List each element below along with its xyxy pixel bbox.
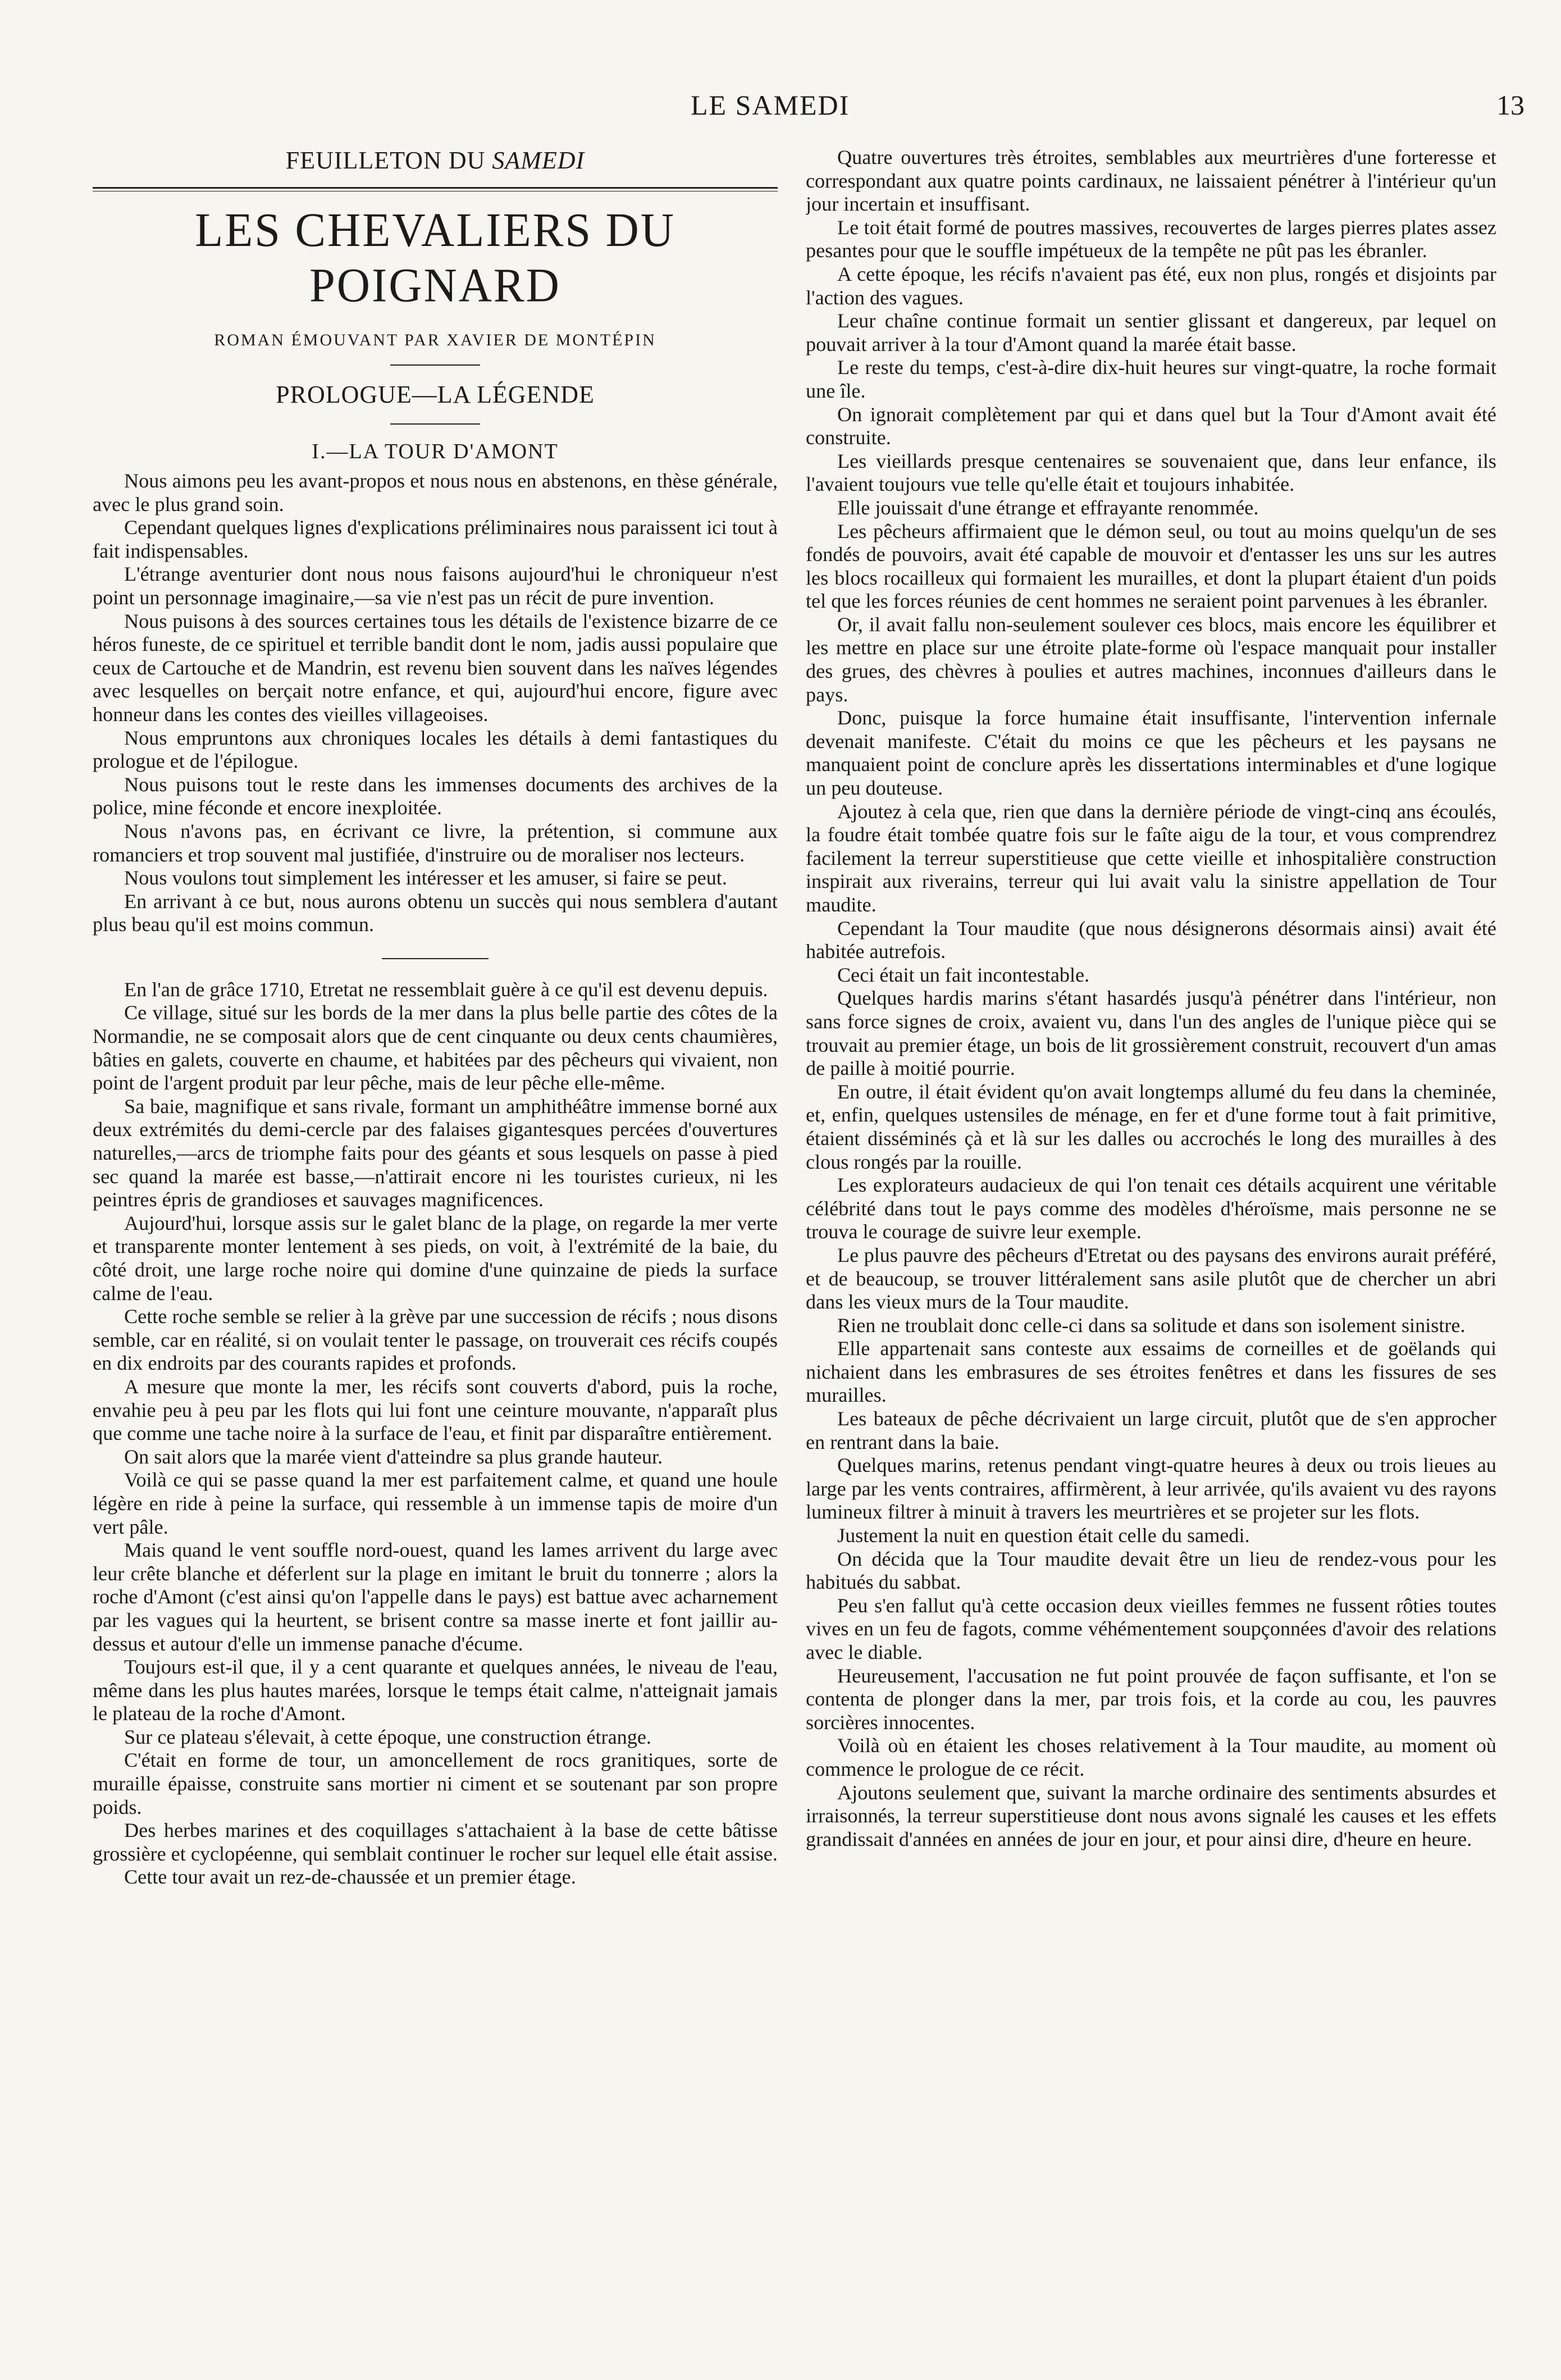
section-gap bbox=[93, 937, 778, 958]
page-number: 13 bbox=[1496, 89, 1525, 121]
paragraph: Or, il avait fallu non-seulement soulever ces blocs, mais encore les équilibrer et les mettre en place sur une étroite plate-forme où l'espace manquait pour installer des grues, des chèvres à poulies et autres machines, inconnues d'ailleurs dans le pays. bbox=[806, 613, 1496, 706]
paragraph: Aujourd'hui, lorsque assis sur le galet blanc de la plage, on regarde la mer verte et transparente monter lentement à ses pieds, on voit, à l'extrémité de la baie, du côté droit, une large roche noire qui domine d'une quinzaine de pieds la surface calme de l'eau. bbox=[93, 1211, 778, 1305]
paragraph: Cependant la Tour maudite (que nous désignerons désormais ainsi) avait été habitée autrefois. bbox=[806, 917, 1496, 963]
paragraph: Les pêcheurs affirmaient que le démon seul, ou tout au moins quelqu'un de ses fondés de pouvoirs, avait été capable de mouvoir et d'entasser les uns sur les autres les blocs rocailleux qui formaient les murailles, et dont la plupart étaient d'un poids tel que les forces réunies de cent hommes ne seraient point parvenues à les ébranler. bbox=[806, 519, 1496, 613]
paragraph: Les vieillards presque centenaires se souvenaient que, dans leur enfance, ils l'avaient toujours vue telle qu'elle était et toujours inhabitée. bbox=[806, 449, 1496, 496]
paragraph: Nous aimons peu les avant-propos et nous nous en abstenons, en thèse générale, avec le plus grand soin. bbox=[93, 469, 778, 516]
paragraph: Ce village, situé sur les bords de la mer dans la plus belle partie des côtes de la Normandie, ne se composait alors que de cent cinquante ou deux cents chaumières, bâties en galets, couverte en chaume, et habitées par des pêcheurs qui vivaient, non point de l'argent produit par leur pêche, mais de leur pêche elle-même. bbox=[93, 1001, 778, 1095]
subtitle-rule bbox=[390, 364, 480, 366]
section-rule bbox=[382, 958, 489, 959]
paragraph: Les bateaux de pêche décrivaient un large circuit, plutôt que de s'en approcher en rentrant dans la baie. bbox=[806, 1407, 1496, 1453]
paragraph: Le reste du temps, c'est-à-dire dix-huit heures sur vingt-quatre, la roche formait une île. bbox=[806, 356, 1496, 402]
right-column bbox=[806, 146, 1496, 2347]
paragraph: Ajoutez à cela que, rien que dans la dernière période de vingt-cinq ans écoulés, la foudre était tombée quatre fois sur le faîte aigu de la tour, et vous comprendrez facilement la terreur superstitieuse que cette vieille et inhospitalière construction inspirait aux riverains, terreur qui lui avait valu la sinistre appellation de Tour maudite. bbox=[806, 800, 1496, 916]
page-header bbox=[0, 89, 1561, 134]
paragraph: Les explorateurs audacieux de qui l'on tenait ces détails acquirent une véritable célébrité dans tout le pays comme des modèles d'héroïsme, mais personne ne se trouva le courage de suivre leur exemple. bbox=[806, 1174, 1496, 1243]
paragraph: Des herbes marines et des coquillages s'attachaient à la base de cette bâtisse grossière et cyclopéenne, qui semblait continuer le rocher sur lequel elle était assise. bbox=[93, 1819, 778, 1865]
paragraph: Voilà ce qui se passe quand la mer est parfaitement calme, et quand une houle légère en ride à peine la surface, qui ressemble à un immense tapis de moire d'un vert pâle. bbox=[93, 1469, 778, 1538]
paragraph: Donc, puisque la force humaine était insuffisante, l'intervention infernale devenait manifeste. C'était du moins ce que les pêcheurs et les paysans ne manquaient point de conclure après les dissertations interminables et d'une logique un peu douteuse. bbox=[806, 706, 1496, 800]
paragraph: Elle appartenait sans conteste aux essaims de corneilles et de goëlands qui nichaient dans les embrasures de ses étroites fenêtres et dans les fissures de ses murailles. bbox=[806, 1337, 1496, 1407]
feuilleton-label bbox=[93, 146, 778, 175]
paragraph: Peu s'en fallut qu'à cette occasion deux vieilles femmes ne fussent rôties toutes vives en un feu de fagots, comme véhémentement soupçonnées d'avoir des relations avec le diable. bbox=[806, 1594, 1496, 1663]
paragraph: On sait alors que la marée vient d'atteindre sa plus grande hauteur. bbox=[124, 1445, 663, 1468]
paragraph: Justement la nuit en question était celle du samedi. bbox=[837, 1524, 1250, 1547]
paragraph: A mesure que monte la mer, les récifs sont couverts d'abord, puis la roche, envahie peu à peu par les flots qui lui font une ceinture mouvante, n'apparaît plus que comme une tache noire à la surface de l'eau, et finit par disparaître entièrement. bbox=[93, 1375, 778, 1445]
paragraph: Cependant quelques lignes d'explications préliminaires nous paraissent ici tout à fait indispensables. bbox=[93, 516, 778, 562]
paragraph: Cette tour avait un rez-de-chaussée et un premier étage. bbox=[124, 1866, 576, 1889]
paragraph: C'était en forme de tour, un amoncellement de rocs granitiques, sorte de muraille épaisse, construite sans mortier ni ciment et se soutenant par son propre poids. bbox=[93, 1749, 778, 1818]
intro-text bbox=[93, 469, 778, 937]
prologue-heading: PROLOGUE—LA LÉGENDE bbox=[276, 381, 595, 408]
paragraph: Sur ce plateau s'élevait, à cette époque, une construction étrange. bbox=[124, 1725, 651, 1748]
paragraph: Le toit était formé de poutres massives, recouvertes de larges pierres plates assez pesantes pour que le souffle impétueux de la tempête ne pût pas les ébranler. bbox=[806, 216, 1496, 262]
paragraph: Quelques marins, retenus pendant vingt-quatre heures à deux ou trois lieues au large par les vents contraires, affirmèrent, à leur arrivée, qu'ils avaient vu des rayons lumineux filtrer à minuit à travers les meurtrières et se projeter sur les flots. bbox=[806, 1454, 1496, 1524]
chapter-heading: I.—LA TOUR D'AMONT bbox=[312, 440, 559, 463]
paragraph: Le plus pauvre des pêcheurs d'Etretat ou des paysans des environs aurait préféré, et de beaucoup, se trouver littéralement sans asile plutôt que de chercher un abri dans les vieux murs de la Tour maudite. bbox=[806, 1243, 1496, 1314]
paragraph: L'étrange aventurier dont nous nous faisons aujourd'hui le chroniqueur n'est point un personnage imaginaire,—sa vie n'est pas un récit de pure invention. bbox=[93, 563, 778, 609]
paragraph: On décida que la Tour maudite devait être un lieu de rendez-vous pour les habitués du sabbat. bbox=[806, 1547, 1496, 1594]
paragraph: En outre, il était évident qu'on avait longtemps allumé du feu dans la cheminée, et, enfin, quelques ustensiles de ménage, en fer et d'une forme tout à fait primitive, étaient disséminés çà et là sur les dalles ou accrochés le long des murailles à des clous rongés par la rouille. bbox=[806, 1080, 1496, 1173]
prologue-rule bbox=[390, 423, 480, 425]
paragraph: Sa baie, magnifique et sans rivale, formant un amphithéâtre immense borné aux deux extrémités du demi-cercle par des falaises gigantesques percées d'ouvertures naturelles,—arcs de triomphe faits pour des géants et sous lesquels on passe à pied sec quand la marée est basse,—n'attirait encore ni les touristes curieux, ni les peintres épris de grandioses et sauvages magnificences. bbox=[93, 1095, 778, 1211]
masthead: LE SAMEDI bbox=[691, 89, 850, 121]
paragraph: Voilà où en étaient les choses relativement à la Tour maudite, au moment où commence le prologue de ce récit. bbox=[806, 1734, 1496, 1780]
paragraph: Mais quand le vent souffle nord-ouest, quand les lames arrivent du large avec leur crête blanche et déferlent sur la plage en imitant le bruit du tonnerre ; alors la roche d'Amont (c'est ainsi qu'on l'appelle dans le pays) est battue avec acharnement par les vagues qui la heurtent, se brisent contre sa masse inerte et font jaillir au-dessus et autour d'elle un immense panache d'écume. bbox=[93, 1539, 778, 1655]
paragraph: Cette roche semble se relier à la grève par une succession de récifs ; nous disons semble, car en réalité, si on voulait tenter le passage, on trouverait ces récifs coupés en dix endroits par des courants rapides et profonds. bbox=[93, 1305, 778, 1375]
paragraph: Quelques hardis marins s'étant hasardés jusqu'à pénétrer dans l'intérieur, non sans force signes de croix, avaient vu, dans l'un des angles de l'unique pièce qui se trouvait au premier étage, un bois de lit grossièrement construit, recouvert d'un amas de paille à moitié pourrie. bbox=[806, 987, 1496, 1080]
paragraph: On ignorait complètement par qui et dans quel but la Tour d'Amont avait été construite. bbox=[806, 403, 1496, 449]
paragraph: A cette époque, les récifs n'avaient pas été, eux non plus, rongés et disjoints par l'action des vagues. bbox=[806, 262, 1496, 309]
paragraph: Ceci était un fait incontestable. bbox=[837, 963, 1090, 986]
paragraph: Nous empruntons aux chroniques locales les détails à demi fantastiques du prologue et de l'épilogue. bbox=[93, 726, 778, 773]
feuilleton-label-text: FEUILLETON DU bbox=[285, 147, 486, 174]
paragraph: En l'an de grâce 1710, Etretat ne ressemblait guère à ce qu'il est devenu depuis. bbox=[124, 978, 768, 1001]
left-column bbox=[93, 146, 778, 2347]
feuilleton-label-italic: SAMEDI bbox=[492, 147, 585, 174]
novel-title: LES CHEVALIERS DU POIGNARD bbox=[195, 203, 675, 312]
paragraph: Nous n'avons pas, en écrivant ce livre, la prétention, si commune aux romanciers et trop souvent mal justifiée, d'instruire ou de moraliser nos lecteurs. bbox=[93, 819, 778, 866]
paragraph: Nous puisons à des sources certaines tous les détails de l'existence bizarre de ce héros funeste, de ce spirituel et terrible bandit dont le nom, jadis aussi populaire que ceux de Cartouche et de Mandrin, est revenu bien souvent dans les naïves légendes avec lesquelles on berçait notre enfance, et qui, aujourd'hui encore, figure avec honneur dans les contes des vieilles villageoises. bbox=[93, 609, 778, 726]
paragraph: Ajoutons seulement que, suivant la marche ordinaire des sentiments absurdes et irraisonnés, la terreur superstitieuse dont nous avons signalé les causes et les effets grandissait d'années en années de jour en jour, et pour ainsi dire, d'heure en heure. bbox=[806, 1781, 1496, 1850]
title-rule bbox=[93, 187, 778, 192]
paragraph: En arrivant à ce but, nous aurons obtenu un succès qui nous semblera d'autant plus beau qu'il est moins commun. bbox=[93, 890, 778, 936]
paragraph: Heureusement, l'accusation ne fut point prouvée de façon suffisante, et l'on se contenta de plonger dans la mer, par trois fois, et la corde au cou, les pauvres sorcières innocentes. bbox=[806, 1664, 1496, 1734]
paragraph: Nous voulons tout simplement les intéresser et les amuser, si faire se peut. bbox=[124, 867, 727, 890]
paragraph: Quatre ouvertures très étroites, semblables aux meurtrières d'une forteresse et correspondant aux quatre points cardinaux, ne laissaient pénétrer à l'intérieur qu'un jour incertain et insuffisant. bbox=[806, 146, 1496, 216]
paragraph: Nous puisons tout le reste dans les immenses documents des archives de la police, mine féconde et encore inexploitée. bbox=[93, 773, 778, 819]
paragraph: Elle jouissait d'une étrange et effrayante renommée. bbox=[837, 496, 1259, 519]
paragraph: Rien ne troublait donc celle-ci dans sa solitude et dans son isolement sinistre. bbox=[837, 1314, 1466, 1337]
paragraph: Toujours est-il que, il y a cent quarante et quelques années, le niveau de l'eau, même dans les plus hautes marées, lorsque le temps était calme, n'atteignait jamais le plateau de la roche d'Amont. bbox=[93, 1656, 778, 1725]
paragraph: Leur chaîne continue formait un sentier glissant et dangereux, par lequel on pouvait arriver à la tour d'Amont quand la marée était basse. bbox=[806, 309, 1496, 355]
story-text-left bbox=[93, 978, 778, 1889]
novel-subtitle: ROMAN ÉMOUVANT PAR XAVIER DE MONTÉPIN bbox=[214, 331, 656, 349]
